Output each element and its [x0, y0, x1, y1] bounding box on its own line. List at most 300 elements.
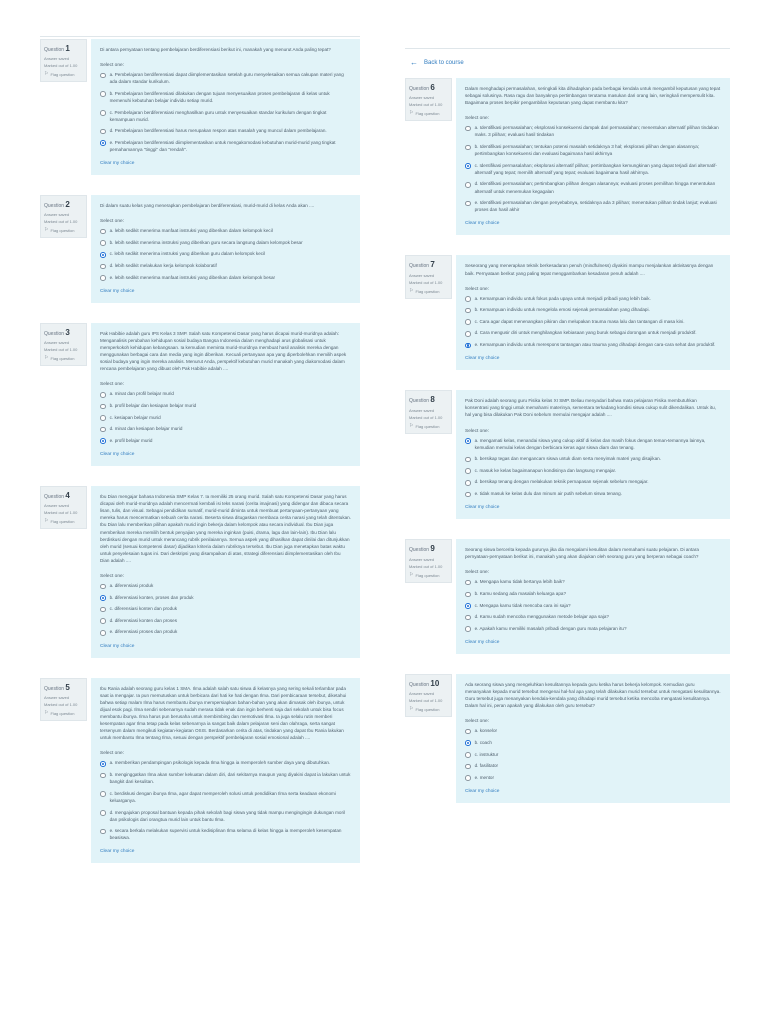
question-state: Answer saved: [409, 272, 435, 278]
radio-button[interactable]: [100, 404, 106, 410]
question-number: [409, 395, 448, 405]
radio-button[interactable]: [100, 392, 106, 398]
radio-button[interactable]: [100, 110, 106, 116]
question-number-value: 8: [430, 395, 435, 405]
answer-option[interactable]: [465, 143, 721, 157]
answer-option-label: a. konselor: [474, 728, 498, 734]
answer-option-label: d. Identifikasi permasalahan; pertimbangkan pilihan dengan alasannya; evaluasi proses pemilihan hingga menentukan alternatif untuk menemukan kegagalan: [474, 181, 716, 194]
answer-option-label: c. berdiskusi dengan ibunya Ilma, agar dapat memperoleh solusi untuk pendidikan Ilma serta keadaan ekonomi keluarganya.: [109, 790, 336, 803]
answer-option[interactable]: [465, 341, 721, 348]
radio-button[interactable]: [100, 584, 106, 590]
radio-button[interactable]: [100, 438, 106, 444]
answer-options: [465, 437, 721, 498]
answer-option-label: a. minat dan profil belajar murid: [109, 391, 174, 397]
column-divider: [40, 36, 360, 37]
answer-option[interactable]: [465, 318, 721, 325]
answer-option-label: c. masuk ke kelas bagaimanapun kondisinya dan langsung mengajar.: [474, 467, 617, 473]
answer-option-label: a. Identifikasi permasalahan; eksplorasi konsekuensi dampak dari permasalahan; menentukan alternatif pilihan tindakan maks. 3 pilihan; evaluasi hasil tindakan: [474, 125, 719, 138]
question-state: Answer saved: [409, 556, 435, 562]
answer-options: [465, 578, 721, 632]
clear-my-choice-link[interactable]: Clear my choice: [100, 849, 135, 855]
question-number-value: 6: [430, 83, 435, 92]
question-number: [409, 83, 448, 93]
flag-question-label: Flag question: [50, 356, 75, 362]
question-number: [44, 200, 83, 210]
answer-option[interactable]: [465, 625, 721, 632]
question-content: [91, 195, 360, 303]
answer-option[interactable]: [465, 306, 721, 313]
question-info-panel: [405, 674, 452, 717]
radio-button[interactable]: [100, 91, 106, 97]
clear-my-choice-link[interactable]: Clear my choice: [465, 639, 500, 645]
select-one-label: Select one:: [465, 286, 490, 292]
answer-option[interactable]: [465, 295, 721, 302]
answer-option[interactable]: [100, 827, 351, 841]
answer-option[interactable]: [100, 262, 351, 269]
answer-option[interactable]: [465, 162, 721, 176]
clear-my-choice-link[interactable]: Clear my choice: [465, 221, 500, 227]
answer-option-label: a. mengamati kelas, menandai siswa yang cukup aktif di kelas dan masih fokus dengan teman-temannya lainnya, kemudian memulai kelas dengan berbicara keras agar siswa diam dan tenang.: [474, 437, 706, 450]
flag-question-label: Flag question: [50, 228, 75, 234]
answer-option[interactable]: [100, 239, 351, 246]
question-text: Ibu Rania adalah seorang guru kelas 1 SMA. Ilma adalah salah satu siswa di kelasnya yang sering sekali terlambar pada saat ia mengajar. Ia pun memutuskan untuk berbicara dari hati ke hati dengan Ilma. Dari pembicaraan tersebut, diketahui bahwa setiap malam Ilma harus membantu ibunya mempersiapkan bahan-bahan yang akan dimasak oleh ibunya, untuk dijual esok pagi. Ilma sendiri sebenarnya sudah merasa tidak enak dan ingin berhenti saja dari sekolah untuk bisa focus membantu ibunya. Ilma harus pun berusaha untuk membimbing dan memotivasi Ilma. Ia juga selalu rutin memberi kesempatan agar Ilma tetap pada kelas sebenarnya ia sangat baik dalam pelajaran seni dan olahraga, serta sangat tersenyum dalam mengikuti kegiatan-kegiatan OSIS. Berdasarkan cerita di atas, tindakan yang dapat Ibu Rania lakukan untuk membantu Ilma tentang Ilma, sesuai dengan perspektif pembelajaran sosial emosional adalah ....: [100, 685, 347, 741]
flag-question-label: Flag question: [415, 423, 440, 429]
question-mark: Marked out of 1.00: [409, 279, 443, 285]
select-one-label: Select one:: [465, 428, 490, 434]
question-number-value: 3: [65, 327, 70, 337]
answer-option[interactable]: [465, 602, 721, 609]
question-prefix: Question: [44, 493, 65, 500]
question-text: Pak Doni adalah seorang guru Fisika kelas XI SMP. Beliau menyadari bahwa mata pelajaran Fisika membutuhkan konsentrasi yang tinggi untuk memahami materinya, sementara terkadang kondisi siswa cukup sulit dikendalikan. Untuk itu, hal yang bisa dilakukan Pak Doni sebelum memulai mengajar adalah ....: [465, 398, 716, 418]
radio-button[interactable]: [465, 457, 471, 463]
answer-options: [100, 390, 351, 444]
radio-button[interactable]: [100, 240, 106, 246]
answer-option-label: c. diferensiasi konten dan produk: [109, 606, 178, 612]
answer-option[interactable]: [100, 809, 351, 823]
question-content: [456, 78, 730, 235]
radio-button[interactable]: [100, 618, 106, 624]
question-number: [44, 328, 83, 338]
answer-option[interactable]: [100, 90, 351, 104]
question-info-panel: [40, 39, 87, 82]
question-number: [409, 679, 448, 689]
radio-button[interactable]: [100, 773, 106, 779]
question-number: [44, 683, 83, 693]
flag-question-link[interactable]: [44, 72, 83, 77]
question-content: [91, 678, 360, 864]
answer-option[interactable]: [465, 762, 721, 769]
answer-option[interactable]: [465, 590, 721, 597]
answer-option-label: d. Cara mengusir diri untuk menghilangkan kebiasaan yang buruk sebagai dorongan untuk menjadi produktif.: [474, 330, 697, 336]
answer-option-label: a. Mengapa kamu tidak bertanya lebih baik?: [474, 579, 565, 585]
answer-option-label: a. lebih sedikit menerima manfaat instruksi yang diberikan dalam kelompok kecil: [109, 228, 273, 234]
question-number-value: 1: [65, 44, 70, 53]
flag-question-link[interactable]: [409, 289, 448, 294]
select-one-label: Select one:: [100, 574, 125, 580]
flag-question-label: Flag question: [415, 707, 440, 713]
answer-option[interactable]: [100, 71, 351, 85]
question-mark: Marked out of 1.00: [409, 102, 443, 108]
question-info-panel: [405, 390, 452, 433]
question-mark: Marked out of 1.00: [44, 701, 78, 707]
answer-option-label: e. secara berkala melakukan supervisi untuk kedisiplinan Ilma selama di kelas hingga ia memperoleh kesempatan beasiswa.: [109, 828, 342, 841]
answer-option[interactable]: [465, 613, 721, 620]
answer-option-label: e. tidak masuk ke kelas dulu dan minum air putih sebelum siswa tenang.: [474, 491, 622, 497]
flag-icon: ⚐: [409, 706, 414, 713]
answer-option-label: b. diferensiasi konten, proses dan produk: [109, 594, 194, 600]
answer-option[interactable]: [465, 329, 721, 336]
radio-button[interactable]: [465, 331, 471, 337]
select-one-label: Select one:: [100, 219, 125, 225]
select-one-label: Select one:: [465, 116, 490, 122]
flag-question-label: Flag question: [415, 572, 440, 578]
flag-question-label: Flag question: [50, 710, 75, 716]
question-number-value: 2: [65, 200, 70, 210]
radio-button[interactable]: [465, 145, 471, 151]
question-state: Answer saved: [44, 340, 70, 346]
answer-option[interactable]: [100, 790, 351, 804]
answer-options: [465, 124, 721, 213]
question-number-value: 10: [430, 678, 440, 688]
question-state: Answer saved: [409, 95, 435, 101]
radio-button[interactable]: [465, 126, 471, 132]
question-mark: Marked out of 1.00: [409, 563, 443, 569]
answer-option-label: a. Kemampuan individu untuk fokus pada upaya untuk menjadi pribadi yang lebih baik.: [474, 295, 651, 301]
radio-button[interactable]: [465, 163, 471, 169]
back-to-course-label: Back to course: [424, 60, 464, 66]
question-text: Dalam menghadapi permasalahan, seringkali kita dihadapkan pada berbagai kendala untuk mengambil keputusan yang tepat sebagai solusinya. Rasa ragu dan banyaknya pertimbangan terutama masukan dari orang lain, seringkali mempersulit kita. Bagaimana proses berpikir pengambilan keputusan yang dapat membantu kita?: [465, 86, 721, 106]
question-card-4: [40, 486, 360, 658]
answer-option-label: e. Apakah kamu memiliki masalah pribadi dengan guru mata pelajaran itu?: [474, 625, 627, 631]
radio-button[interactable]: [465, 775, 471, 781]
answer-option[interactable]: [100, 402, 351, 409]
answer-option-label: c. lebih sedikit menerima instruksi yang diberikan guru dalam kelompok kecil: [109, 251, 266, 257]
radio-button[interactable]: [465, 603, 471, 609]
flag-question-link[interactable]: [409, 707, 448, 712]
answer-option[interactable]: [100, 414, 351, 421]
flag-icon: ⚐: [409, 287, 414, 294]
column-divider: [405, 48, 730, 49]
radio-button[interactable]: [465, 592, 471, 598]
question-text: Di dalam suatu kelas yang menerapkan pembelajaran berdiferensiasi, murid-murid di kelas Anda akan ....: [100, 203, 315, 209]
flag-icon: ⚐: [409, 110, 414, 117]
answer-option[interactable]: [100, 109, 351, 123]
question-number-value: 9: [430, 544, 435, 554]
answer-options: [465, 727, 721, 781]
answer-option[interactable]: [100, 425, 351, 432]
answer-option[interactable]: [465, 739, 721, 746]
radio-button[interactable]: [465, 182, 471, 188]
radio-button[interactable]: [100, 810, 106, 816]
select-one-label: Select one:: [100, 382, 125, 388]
radio-button[interactable]: [100, 73, 106, 79]
flag-icon: ⚐: [44, 227, 49, 234]
radio-button[interactable]: [100, 415, 106, 421]
question-card-3: [40, 323, 360, 466]
question-number: [409, 544, 448, 554]
question-card-9: [405, 539, 730, 654]
answer-option[interactable]: [465, 578, 721, 585]
question-text: Pak Habibie adalah guru IPS Kelas 3 SMP. Salah satu Kompetensi Dasar yang harus dicapai murid-muridnya adalah: Menganalisis perubahan kehidupan sosial budaya Bangsa Indonesia dalam menghadapi arus globalisasi untuk memperkokoh kehidupan kebangsaan. Ia kemudian meminta murid-muridnya membuat hasil analisis mereka dengan menggunakan berbagai cara dan media yang ingin diberikan. Kecuali pertanyaan apa yang diperbolehkan memilih aspek sosial budaya yang ingin mereka analisis. Menurut Anda, perspektif kebutuhan murid manakah yang diakomodasi dalam rencana pembelajaran yang dibuat oleh Pak Habibie adalah ....: [100, 330, 347, 372]
flag-icon: ⚐: [44, 709, 49, 716]
flag-icon: ⚐: [44, 518, 49, 525]
radio-button[interactable]: [100, 427, 106, 433]
radio-button[interactable]: [465, 308, 471, 314]
radio-button[interactable]: [100, 264, 106, 270]
question-mark: Marked out of 1.00: [44, 63, 78, 69]
question-state: Answer saved: [409, 407, 435, 413]
radio-button[interactable]: [465, 580, 471, 586]
radio-button[interactable]: [465, 201, 471, 207]
answer-option[interactable]: [100, 250, 351, 257]
radio-button[interactable]: [100, 275, 106, 281]
answer-option-label: d. fasilitator: [474, 763, 499, 769]
answer-option-label: d. lebih sedikit melakukan kerja kelompok kolaboratif: [109, 263, 217, 269]
question-text: Ibu Dian mengajar bahasa Indonesia SMP Kelas 7. Ia memiliki 25 orang murid. Salah satu Kompetensi Dasar yang harus dicapai oleh murid-muridnya adalah mencermati kembali isi teks narasi (cerita imajinasi) yang didengar dan dibaca secara lisan, tulis, dan visual. Sebagai pendidikan sumatif, murid-murid diminta untuk membuat pertanyaan-pertanyaan yang mereka harus mencermatkan sebuah cerita narasi. Beserta siswa ditugaskan membaca cerita narasi yang telah ditentukan. Ibu Dian lalu memberikan pilihan apakah murid ingin bekerja dalam kelompok atau secara individual. Ibu Dian juga memberikan mereka memilih bentuk penyajian yang mereka inginkan (puisi, drama, lagu dan lain-lain). Ibu Dian lalu berdiskusi dengan murid untuk merancang rubrik penilaiannya. Semua aspek yang dihasilkan dapat dinilai dan ditunjukkan oleh murid (sesuai kompetensi dasar) dijadikan kriteria dalam rubriknya tersebut. Ibu Dian juga menetapkan batas waktu untuk penyelesaian tugas ini. Dari deskripsi yang disampaikan di atas, strategi diferensiasi diimplementasikan oleh Ibu Dian adalah ....: [100, 493, 352, 563]
flag-question-label: Flag question: [415, 288, 440, 294]
answer-option-label: d. diferensiasi konten dan proses: [109, 617, 178, 623]
answer-option[interactable]: [465, 727, 721, 734]
flag-question-link[interactable]: [44, 711, 83, 716]
question-info-panel: [40, 195, 87, 238]
answer-options: [100, 759, 351, 841]
flag-question-label: Flag question: [415, 111, 440, 117]
question-info-panel: [405, 255, 452, 298]
question-content: [91, 323, 360, 466]
answer-option-label: b. menginggatkan Ilma akan sumber kekuatan dalam diri, dari sekitarnya maupun yang diyakini dapat ia lakukan untuk bangkit dari kesulitan.: [109, 772, 351, 785]
question-text: Seorang siswa bercerita kepada gurunya jika dia mengalami kesulitan dalam memahami suatu pelajaran. Di antara pernyataan-pernyataan berikut ini, manakah yang akan diajukan oleh seorang guru yang berperan sebagai coach?: [465, 547, 699, 560]
radio-button[interactable]: [465, 740, 471, 746]
flag-question-label: Flag question: [50, 72, 75, 78]
question-card-7: [405, 255, 730, 370]
question-card-10: [405, 674, 730, 803]
answer-option-label: c. Cara agar dapat menenangkan pikiran dan melupakan trauma masa lalu dan tantangan di masa kini.: [474, 318, 685, 324]
answer-option-label: b. Kemampuan individu untuk mengelola emosi sejenak permasalahan yang dihadapi.: [474, 307, 650, 313]
radio-button[interactable]: [465, 492, 471, 498]
answer-option[interactable]: [100, 582, 351, 589]
answer-option[interactable]: [465, 437, 721, 451]
radio-button[interactable]: [465, 343, 471, 349]
answer-option-label: b. profil belajar dan kesiapan belajar murid: [109, 403, 197, 409]
question-prefix: Question: [44, 685, 65, 692]
answer-option-label: b. bersikap tegas dan mengancam siswa untuk diam serta menyimak materi yang disajikan.: [474, 456, 661, 462]
question-content: [456, 539, 730, 654]
radio-button[interactable]: [100, 761, 106, 767]
clear-my-choice-link[interactable]: Clear my choice: [100, 451, 135, 457]
question-number: [44, 491, 83, 501]
answer-option-label: e. profil belajar murid: [109, 437, 153, 443]
question-info-panel: [40, 678, 87, 721]
radio-button[interactable]: [465, 764, 471, 770]
question-info-panel: [40, 486, 87, 529]
clear-my-choice-link[interactable]: Clear my choice: [100, 643, 135, 649]
question-card-8: [405, 390, 730, 519]
answer-option-label: b. lebih sedikit menerima instruksi yang diberikan guru secara langsung dalam kelompok besar: [109, 239, 303, 245]
flag-question-link[interactable]: [44, 228, 83, 233]
back-to-course-link[interactable]: [410, 59, 730, 67]
answer-option[interactable]: [465, 199, 721, 213]
answer-option-label: a. Pembelajaran berdiferensiasi dapat diimplementasikan setelah guru menyelesaikan semua cakupan materi yang ada dalam standar kurikulum.: [109, 72, 344, 85]
question-prefix: Question: [409, 398, 430, 405]
answer-option-label: e. mentor: [474, 774, 494, 780]
answer-option[interactable]: [100, 605, 351, 612]
answer-option[interactable]: [465, 455, 721, 462]
answer-option-label: b. Pembelajaran berdiferensiasi dilakukan dengan tujuan menyesuaikan proses pembelajaran di kelas untuk memenuhi kebutuhan belajar individu setiap murid.: [109, 90, 330, 103]
radio-button[interactable]: [465, 438, 471, 444]
question-prefix: Question: [44, 203, 65, 210]
answer-options: [100, 227, 351, 281]
radio-button[interactable]: [465, 752, 471, 758]
select-one-label: Select one:: [465, 570, 490, 576]
question-prefix: Question: [44, 330, 65, 337]
answer-option-label: c. instruktur: [474, 751, 499, 757]
answer-option[interactable]: [100, 227, 351, 234]
answer-option-label: d. Kamu sudah mencoba menggunakan metode belajar apa saja?: [474, 614, 609, 620]
radio-button[interactable]: [100, 129, 106, 135]
question-state: Answer saved: [44, 503, 70, 509]
radio-button[interactable]: [100, 229, 106, 235]
answer-option[interactable]: [100, 771, 351, 785]
answer-option-label: c. Pembelajaran berdiferensiasi menghasilkan guru untuk menyesuaikan standar kurikulum dengan tingkat kemampuan murid.: [109, 109, 327, 122]
radio-button[interactable]: [100, 140, 106, 146]
answer-option[interactable]: [100, 759, 351, 766]
answer-options: [100, 582, 351, 636]
flag-question-link[interactable]: [409, 111, 448, 116]
question-prefix: Question: [409, 681, 430, 688]
answer-option[interactable]: [100, 127, 351, 134]
question-card-1: [40, 39, 360, 175]
answer-option-label: d. mengajukan proposal bantuan kepada pihak sekolah bagi siswa yang tidak mampu mengingingin dukungan moril dan psikologis dari orangtua murid lain untuk bantu Ilma.: [109, 809, 346, 822]
flag-question-link[interactable]: [44, 519, 83, 524]
answer-option-label: d. minat dan kesiapan belajar murid: [109, 426, 183, 432]
question-mark: Marked out of 1.00: [44, 219, 78, 225]
answer-option-label: b. Kamu sedang ada masalah keluarga apa?: [474, 591, 567, 596]
answer-option-label: a. diferensiasi produk: [109, 583, 154, 589]
question-number-value: 7: [430, 260, 435, 270]
flag-icon: ⚐: [409, 422, 414, 429]
flag-question-link[interactable]: [44, 356, 83, 361]
clear-my-choice-link[interactable]: Clear my choice: [100, 288, 135, 294]
radio-button[interactable]: [465, 296, 471, 302]
question-number-value: 5: [65, 682, 70, 692]
question-content: [91, 486, 360, 658]
question-card-5: [40, 678, 360, 864]
radio-button[interactable]: [465, 729, 471, 735]
radio-button[interactable]: [465, 319, 471, 325]
question-state: Answer saved: [44, 694, 70, 700]
answer-option-label: d. Pembelajaran berdiferensiasi harus merupakan respon atas masalah yang muncul dalam pembelajaran.: [109, 128, 327, 134]
question-card-2: [40, 195, 360, 303]
question-content: [456, 674, 730, 803]
arrow-left-icon: ←: [410, 58, 418, 67]
question-state: Answer saved: [409, 691, 435, 697]
radio-button[interactable]: [465, 468, 471, 474]
answer-option[interactable]: [465, 467, 721, 474]
answer-options: [465, 295, 721, 349]
question-content: [91, 39, 360, 175]
question-number: [44, 44, 83, 54]
answer-option[interactable]: [100, 617, 351, 624]
answer-option[interactable]: [465, 490, 721, 497]
answer-option-label: e. Kemampuan individu untuk merespons tantangan atau trauma yang dihadapi dengan cara-cara sehat dan produktif.: [474, 342, 716, 348]
flag-question-label: Flag question: [50, 519, 75, 525]
radio-button[interactable]: [465, 480, 471, 486]
answer-option[interactable]: [465, 751, 721, 758]
question-card-6: [405, 78, 730, 235]
answer-option[interactable]: [100, 628, 351, 635]
select-one-label: Select one:: [100, 751, 125, 757]
answer-option-label: e. lebih sedikit menerima manfaat instruksi yang diberikan dalam kelompok besar: [109, 274, 276, 280]
answer-option[interactable]: [465, 774, 721, 781]
radio-button[interactable]: [100, 595, 106, 601]
clear-my-choice-link[interactable]: Clear my choice: [100, 161, 135, 167]
question-mark: Marked out of 1.00: [44, 510, 78, 516]
answer-option[interactable]: [100, 594, 351, 601]
answer-option-label: e. diferensiasi proses dan produk: [109, 629, 178, 635]
answer-option-label: c. Mengapa kamu tidak mencoba cara ini saja?: [474, 602, 571, 608]
select-one-label: Select one:: [465, 719, 490, 725]
answer-option-label: b. Identifikasi permasalahan; tentukan potensi masalah setidaknya 3 hal; eksplorasi pilihan dengan alasannya; pertimbangkan konsekuensi dan evaluasi bagaimana hasil akhirnya: [474, 144, 700, 157]
answer-options: [100, 71, 351, 153]
answer-option[interactable]: [100, 274, 351, 281]
answer-option-label: c. kesiapan belajar murid: [109, 414, 161, 420]
question-info-panel: [405, 78, 452, 121]
flag-icon: ⚐: [44, 355, 49, 362]
question-content: [456, 255, 730, 370]
flag-question-link[interactable]: [409, 573, 448, 578]
question-state: Answer saved: [44, 212, 70, 218]
quiz-column-right: [405, 48, 730, 823]
answer-option-label: b. coach: [474, 739, 492, 745]
radio-button[interactable]: [100, 630, 106, 636]
question-info-panel: [40, 323, 87, 366]
radio-button[interactable]: [100, 791, 106, 797]
clear-my-choice-link[interactable]: Clear my choice: [465, 356, 500, 362]
radio-button[interactable]: [100, 252, 106, 258]
question-number: [409, 260, 448, 270]
radio-button[interactable]: [100, 829, 106, 835]
question-mark: Marked out of 1.00: [44, 347, 78, 353]
answer-option[interactable]: [465, 180, 721, 194]
clear-my-choice-link[interactable]: Clear my choice: [465, 505, 500, 511]
answer-option[interactable]: [100, 437, 351, 444]
question-mark: Marked out of 1.00: [409, 698, 443, 704]
question-prefix: Question: [44, 47, 65, 53]
clear-my-choice-link[interactable]: Clear my choice: [465, 788, 500, 794]
flag-icon: ⚐: [409, 571, 414, 578]
radio-button[interactable]: [465, 615, 471, 621]
answer-option[interactable]: [465, 124, 721, 138]
answer-option-label: e. Identifikasi permasalahan dengan penyebabnya, setidaknya ada 3 pilihan; menentukan pilihan tindak lanjut; evaluasi proses dan hasil akhir: [474, 200, 717, 213]
answer-option[interactable]: [465, 478, 721, 485]
answer-option[interactable]: [100, 390, 351, 397]
question-text: Ada seorang siswa yang mengeluhkan kesulitannya kepada guru ketika harus bekerja kelompok. Kemudian guru menanyakan kepada murid tersebut mengenai hal-hal apa yang telah dilakukan murid tersebut untuk mengatasi kesulitannya. Guru tersebut juga menanyakan kendala-kendala yang dihadapi murid tersebut ketika mencoba mengatasi kesulitannya. Dalam hal ini, peran apakah yang dilakukan oleh guru tersebut?: [465, 681, 721, 709]
question-info-panel: [405, 539, 452, 582]
radio-button[interactable]: [100, 607, 106, 613]
answer-option-label: c. Identifikasi permasalahan; eksplorasi alternatif pilihan; pertimbangkan kemungkinan yang dapat terjadi dari alternatif-alternatif yang tepat; memilih alternatif yang tepat; evaluasi bagaimana hasil akhirnya.: [474, 162, 717, 175]
radio-button[interactable]: [465, 626, 471, 632]
question-state: Answer saved: [44, 56, 70, 62]
answer-option[interactable]: [100, 139, 351, 153]
answer-option-label: d. bersikap tenang dengan melakukan teknik pernapasan sejenak sebelum mengajar.: [474, 479, 649, 485]
answer-option-label: e. Pembelajaran berdiferensiasi diimplementasikan untuk mengakomodasi kebutuhan murid-murid yang tingkat pemahamannya "tinggi" dan "rendah".: [109, 139, 336, 152]
question-prefix: Question: [409, 547, 430, 554]
question-number-value: 4: [65, 490, 70, 500]
question-text: Seseorang yang menerapkan teknik berkesadaran penuh (mindfulness) diyakini mampu menjalankan aktivitasnya dengan baik. Pernyataan berikut yang paling tepat menggambarkan kesadaran penuh adalah ....: [465, 263, 714, 276]
flag-question-link[interactable]: [409, 424, 448, 429]
question-text: Di antara pernyataan tentang pembelajaran berdiferensiasi berikut ini, manakah yang menurut Anda paling tepat?: [100, 47, 331, 52]
question-content: [456, 390, 730, 519]
